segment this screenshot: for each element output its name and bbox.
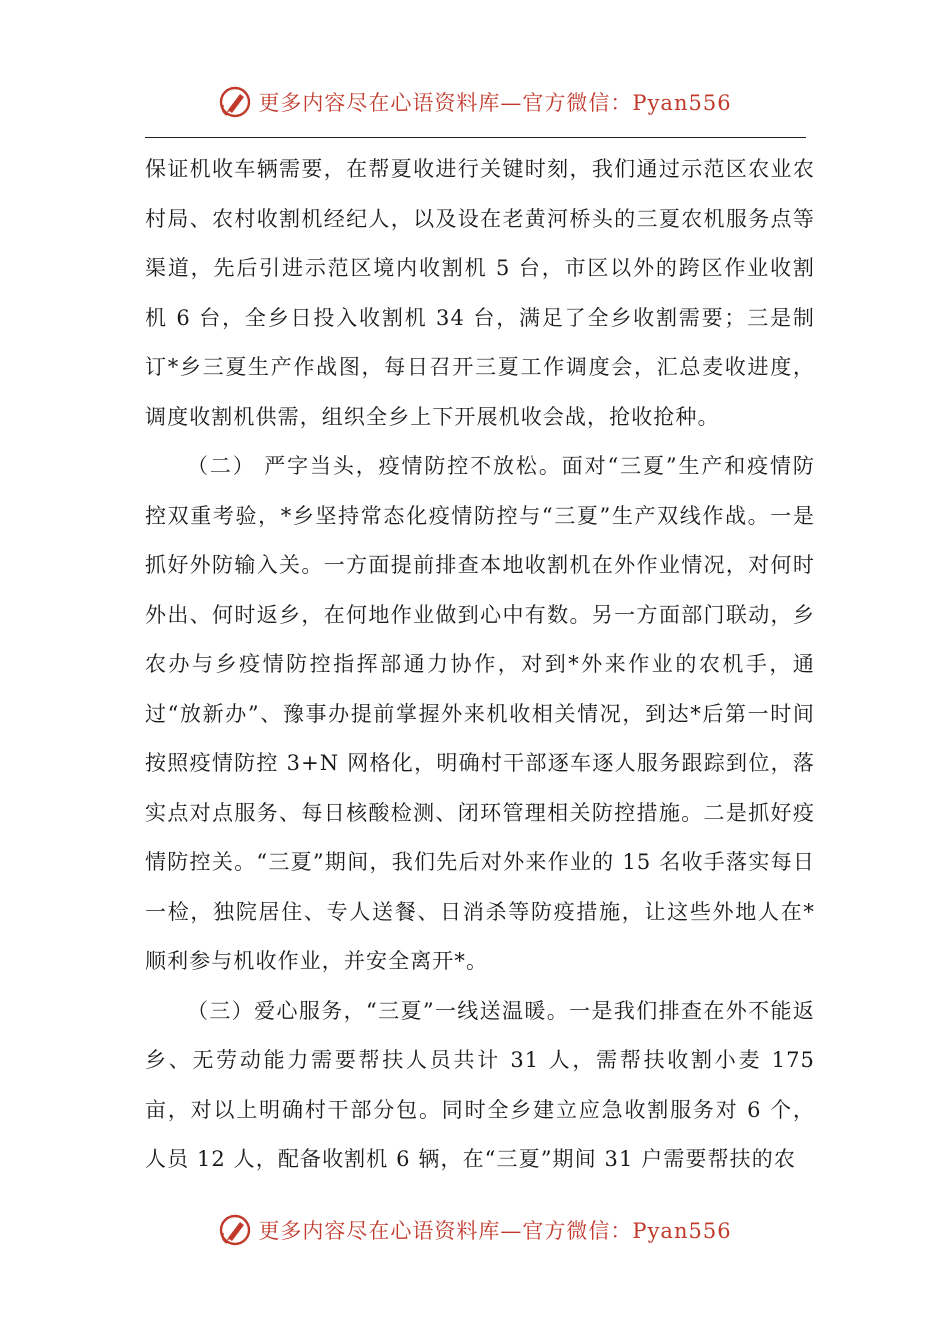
paragraph-section-three: （三）爱心服务，“三夏”一线送温暖。一是我们排查在外不能返乡、无劳动能力需要帮扶人员共计 31 人，需帮扶收割小麦 175 亩，对以上明确村干部分包。同时全乡建立应急收割服务对 6 个，人员 12 人，配备收割机 6 辆，在“三夏”期间 31 户需要帮扶的农 xyxy=(145,998,815,1171)
paragraph-continuation: 保证机收车辆需要，在帮夏收进行关键时刻，我们通过示范区农业农村局、农村收割机经纪人，以及设在老黄河桥头的三夏农机服务点等渠道，先后引进示范区境内收割机 5 台，市区以外的跨区作业收割机 6 台，全乡日投入收割机 34 台，满足了全乡收割需要；三是制订*乡三夏生产作战图，每日召开三夏工作调度会，汇总麦收进度，调度收割机供需，组织全乡上下开展机收会战，抢收抢种。 xyxy=(145,157,815,429)
watermark-header xyxy=(0,80,950,124)
header-divider xyxy=(145,137,806,138)
watermark-text: 更多内容尽在心语资料库—官方微信：Pyan556 xyxy=(258,1219,732,1243)
watermark-text: 更多内容尽在心语资料库—官方微信：Pyan556 xyxy=(258,91,732,115)
document-body xyxy=(145,145,815,1185)
paragraph-section-two: （二） 严字当头，疫情防控不放松。面对“三夏”生产和疫情防控双重考验，*乡坚持常态化疫情防控与“三夏”生产双线作战。一是抓好外防输入关。一方面提前排查本地收割机在外作业情况，对何时外出、何时返乡，在何地作业做到心中有数。另一方面部门联动，乡农办与乡疫情防控指挥部通力协作，对到*外来作业的农机手，通过“放新办”、豫事办提前掌握外来机收相关情况，到达*后第一时间按照疫情防控 3+N 网格化，明确村干部逐车逐人服务跟踪到位，落实点对点服务、每日核酸检测、闭环管理相关防控措施。二是抓好疫情防控关。“三夏”期间，我们先后对外来作业的 15 名收手落实每日一检，独院居住、专人送餐、日消杀等防疫措施，让这些外地人在*顺利参与机收作业，并安全离开*。 xyxy=(145,454,815,973)
pen-nib-seal-icon xyxy=(218,85,252,119)
pen-nib-seal-icon xyxy=(218,1213,252,1247)
watermark-footer xyxy=(0,1208,950,1252)
